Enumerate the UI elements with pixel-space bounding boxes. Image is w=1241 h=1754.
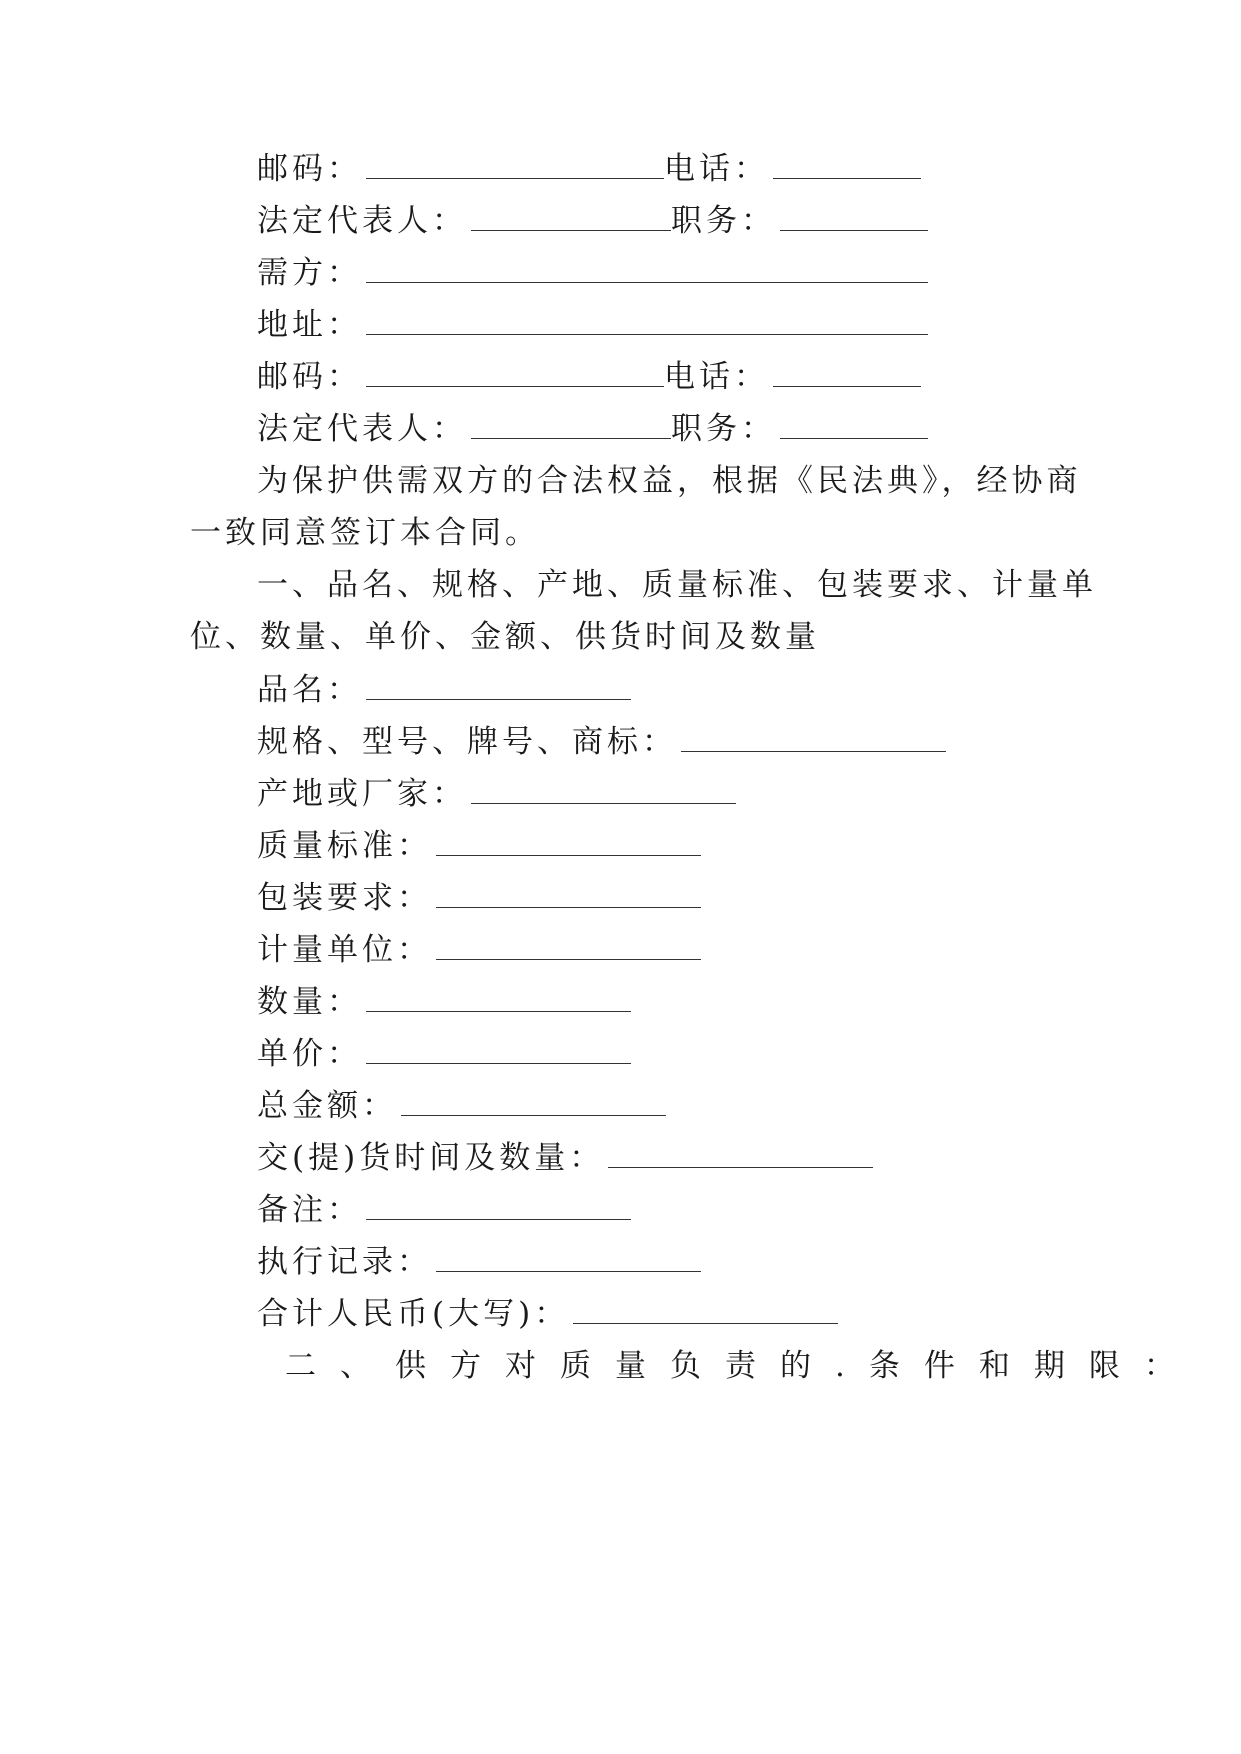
section1-heading-line-1: 一、品名、规格、产地、质量标准、包装要求、计量单 <box>257 567 1097 603</box>
quantity-label: 数量： <box>257 984 362 1020</box>
unit-price-row <box>257 1025 631 1083</box>
phone-label: 电话： <box>664 151 769 187</box>
total-row <box>257 1077 666 1135</box>
section1-heading-line-2: 位、数量、单价、金额、供货时间及数量 <box>190 619 820 655</box>
quantity-row <box>257 973 631 1031</box>
address-label: 地址： <box>257 307 362 343</box>
delivery-row <box>257 1129 873 1187</box>
position-blank[interactable] <box>780 418 928 439</box>
quality-blank[interactable] <box>436 835 701 856</box>
unit-blank[interactable] <box>436 939 701 960</box>
remarks-blank[interactable] <box>366 1199 631 1220</box>
postcode-label: 邮码： <box>257 151 362 187</box>
phone-label: 电话： <box>664 359 769 395</box>
supplier-legal-rep-row <box>257 192 928 250</box>
rmb-total-row <box>257 1285 838 1343</box>
buyer-label: 需方： <box>257 255 362 291</box>
execution-label: 执行记录： <box>257 1244 432 1280</box>
packaging-row <box>257 869 701 927</box>
buyer-address-row <box>257 296 928 354</box>
unit-label: 计量单位： <box>257 932 432 968</box>
rmb-total-blank[interactable] <box>573 1303 838 1324</box>
phone-blank[interactable] <box>773 366 921 387</box>
total-blank[interactable] <box>401 1095 666 1116</box>
total-label: 总金额： <box>257 1088 397 1124</box>
unit-price-blank[interactable] <box>366 1043 631 1064</box>
preamble-line-2: 一致同意签订本合同。 <box>190 515 540 551</box>
unit-price-label: 单价： <box>257 1036 362 1072</box>
origin-blank[interactable] <box>471 783 736 804</box>
product-name-row <box>257 661 631 719</box>
execution-row <box>257 1233 701 1291</box>
legal-rep-blank[interactable] <box>471 210 671 231</box>
spec-row <box>257 713 946 771</box>
product-name-label: 品名： <box>257 672 362 708</box>
spec-label: 规格、型号、牌号、商标： <box>257 724 677 760</box>
rmb-total-label: 合计人民币(大写)： <box>257 1296 570 1332</box>
supplier-postcode-row <box>257 140 921 198</box>
position-label: 职务： <box>671 411 776 447</box>
preamble-line-1: 为保护供需双方的合法权益，根据《民法典》，经协商 <box>257 463 1082 499</box>
product-name-blank[interactable] <box>366 679 631 700</box>
spec-blank[interactable] <box>681 731 946 752</box>
delivery-blank[interactable] <box>608 1147 873 1168</box>
quality-label: 质量标准： <box>257 828 432 864</box>
postcode-blank[interactable] <box>366 366 664 387</box>
origin-row <box>257 765 736 823</box>
legal-rep-label: 法定代表人： <box>257 411 467 447</box>
postcode-label: 邮码： <box>257 359 362 395</box>
packaging-label: 包装要求： <box>257 880 432 916</box>
remarks-label: 备注： <box>257 1192 362 1228</box>
quality-row <box>257 817 701 875</box>
legal-rep-blank[interactable] <box>471 418 671 439</box>
delivery-label: 交(提)货时间及数量： <box>257 1140 605 1176</box>
section2-heading: 二、供方对质量负责的.条件和期限： <box>285 1348 1199 1384</box>
position-blank[interactable] <box>780 210 928 231</box>
unit-row <box>257 921 701 979</box>
address-blank[interactable] <box>366 314 928 335</box>
quantity-blank[interactable] <box>366 991 631 1012</box>
execution-blank[interactable] <box>436 1251 701 1272</box>
buyer-blank[interactable] <box>366 262 928 283</box>
position-label: 职务： <box>671 203 776 239</box>
buyer-legal-rep-row <box>257 400 928 458</box>
remarks-row <box>257 1181 631 1239</box>
postcode-blank[interactable] <box>366 158 664 179</box>
buyer-postcode-row <box>257 348 921 406</box>
packaging-blank[interactable] <box>436 887 701 908</box>
buyer-row <box>257 244 928 302</box>
legal-rep-label: 法定代表人： <box>257 203 467 239</box>
phone-blank[interactable] <box>773 158 921 179</box>
origin-label: 产地或厂家： <box>257 776 467 812</box>
